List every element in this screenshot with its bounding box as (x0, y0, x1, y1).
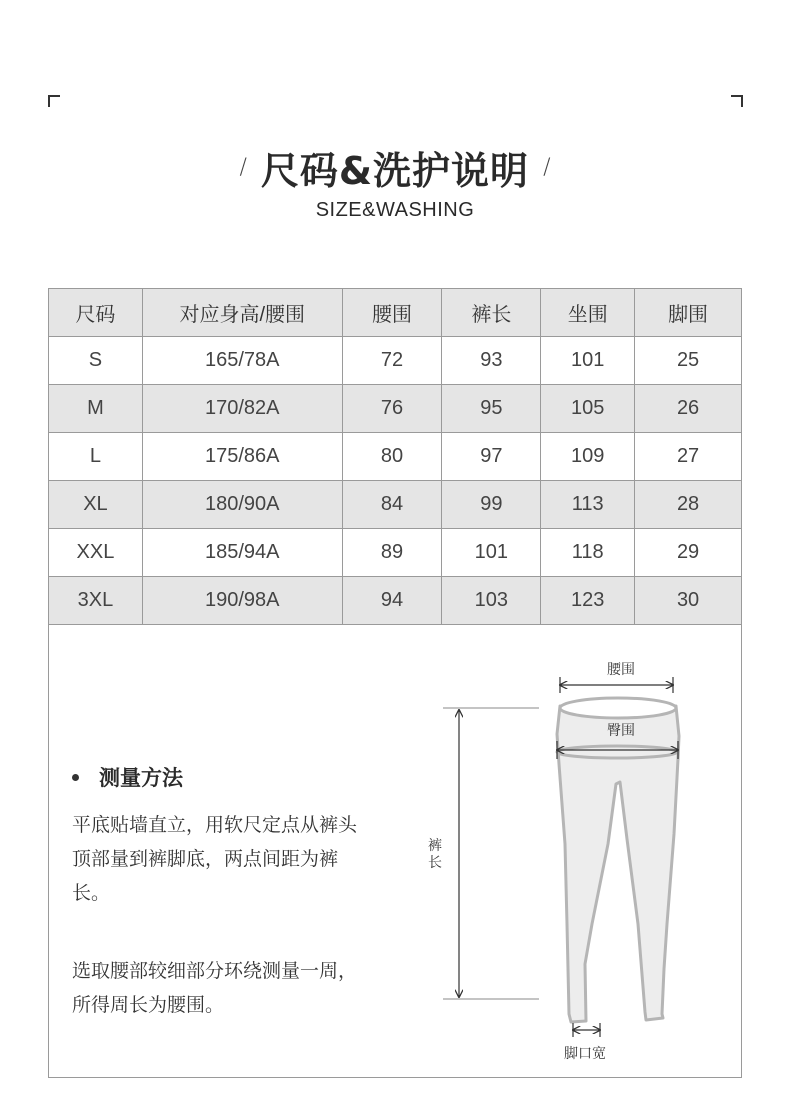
table-cell: 109 (541, 433, 635, 481)
page-subtitle: SIZE&WASHING (315, 199, 475, 221)
table-cell: S (49, 337, 143, 385)
table-cell: 95 (442, 385, 541, 433)
length-label-bottom: 长 (428, 855, 442, 871)
table-cell: 118 (541, 529, 635, 577)
table-cell: 94 (342, 577, 442, 625)
pants-diagram (49, 624, 741, 1077)
method-title: 测量方法 (99, 766, 183, 790)
table-cell: 28 (635, 481, 742, 529)
table-row (49, 577, 742, 625)
size-table (48, 288, 742, 625)
table-cell: 76 (342, 385, 442, 433)
measurement-panel (48, 624, 742, 1078)
waistband-ellipse (560, 698, 676, 718)
corner-mark-top-left (48, 95, 60, 107)
header-cell-hem: 脚围 (635, 289, 742, 337)
method-paragraph-length: 平底贴墙直立，用软尺定点从裤头顶部量到裤脚底，两点间距为裤长。 (72, 814, 358, 904)
table-cell: 190/98A (142, 577, 342, 625)
title-slash-right: / (543, 155, 551, 180)
table-cell: 113 (541, 481, 635, 529)
header-cell-height-waist: 对应身高/腰围 (142, 289, 342, 337)
table-cell: 165/78A (142, 337, 342, 385)
table-cell: 105 (541, 385, 635, 433)
table-cell: 103 (442, 577, 541, 625)
table-cell: 185/94A (142, 529, 342, 577)
table-cell: 26 (635, 385, 742, 433)
header-cell-size: 尺码 (49, 289, 143, 337)
table-cell: 170/82A (142, 385, 342, 433)
header (0, 140, 790, 222)
method-paragraph-waist: 选取腰部较细部分环绕测量一周，所得周长为腰围。 (72, 960, 358, 1016)
table-cell: 29 (635, 529, 742, 577)
header-cell-hip: 坐围 (541, 289, 635, 337)
table-cell: 123 (541, 577, 635, 625)
table-cell: 101 (541, 337, 635, 385)
table-row (49, 481, 742, 529)
table-header-row (49, 289, 742, 337)
page-title: 尺码&洗护说明 (260, 149, 530, 193)
table-cell: 27 (635, 433, 742, 481)
hip-label: 臀围 (607, 723, 635, 739)
table-cell: 93 (442, 337, 541, 385)
table-cell: M (49, 385, 143, 433)
table-cell: 30 (635, 577, 742, 625)
table-cell: 97 (442, 433, 541, 481)
table-cell: 175/86A (142, 433, 342, 481)
table-cell: L (49, 433, 143, 481)
table-row (49, 529, 742, 577)
table-cell: 89 (342, 529, 442, 577)
table-cell: 84 (342, 481, 442, 529)
table-row (49, 433, 742, 481)
table-cell: 72 (342, 337, 442, 385)
hem-label: 脚口宽 (564, 1046, 606, 1062)
table-cell: 3XL (49, 577, 143, 625)
waist-label: 腰围 (607, 662, 635, 678)
table-cell: XXL (49, 529, 143, 577)
table-cell: XL (49, 481, 143, 529)
title-slash-left: / (239, 155, 247, 180)
table-cell: 180/90A (142, 481, 342, 529)
table-row (49, 385, 742, 433)
length-label-top: 裤 (428, 838, 442, 854)
table-cell: 101 (442, 529, 541, 577)
table-cell: 25 (635, 337, 742, 385)
table-cell: 80 (342, 433, 442, 481)
corner-mark-top-right (731, 95, 743, 107)
table-row (49, 337, 742, 385)
header-cell-waist: 腰围 (342, 289, 442, 337)
table-cell: 99 (442, 481, 541, 529)
header-cell-length: 裤长 (442, 289, 541, 337)
pants-silhouette (557, 706, 679, 1022)
